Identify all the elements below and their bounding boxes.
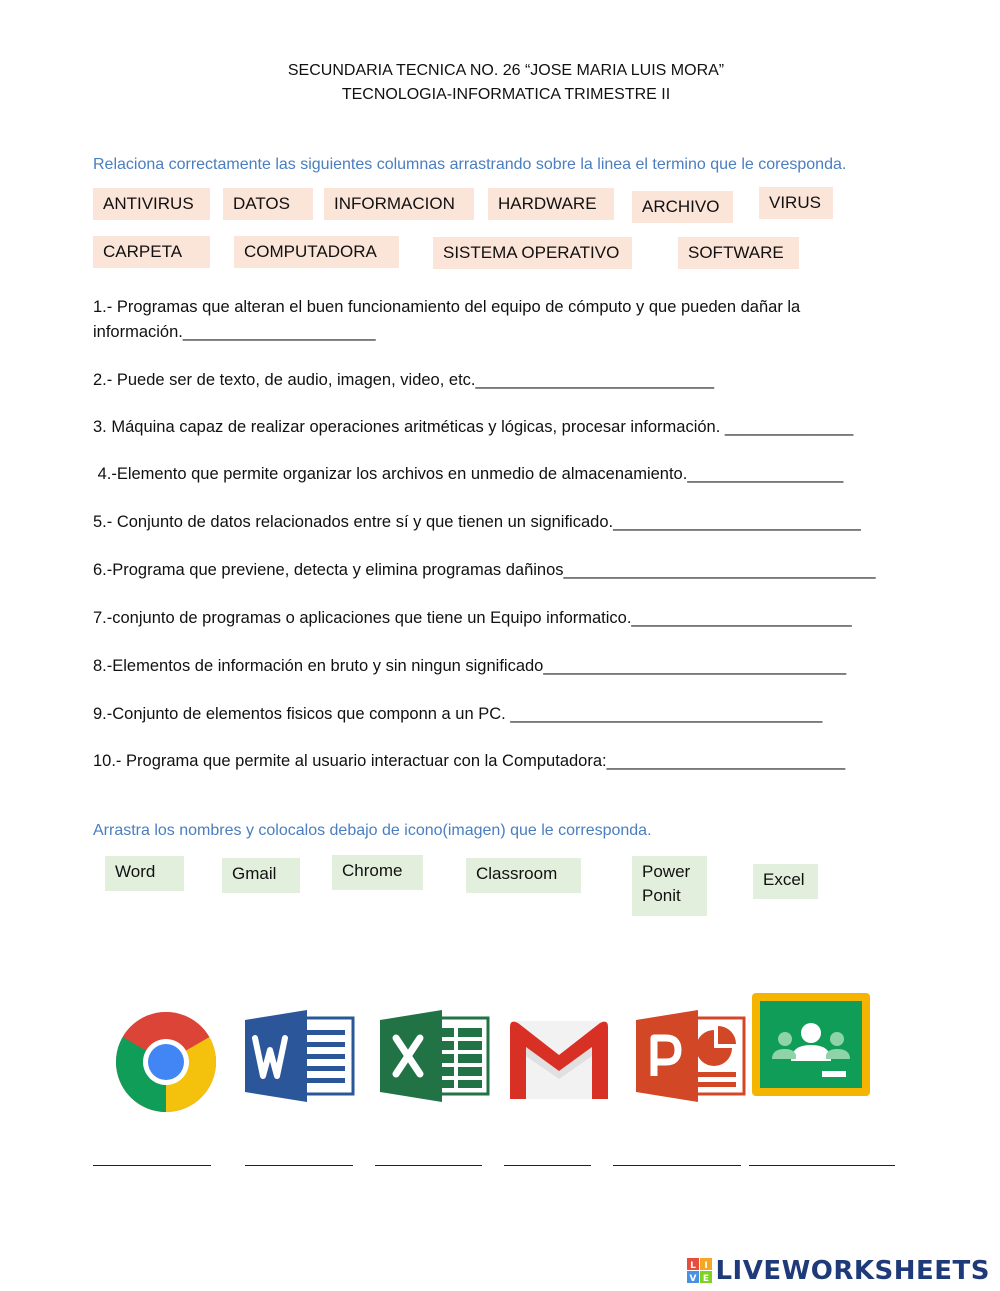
answer-line-1[interactable] bbox=[93, 1147, 211, 1166]
question-10: 10.- Programa que permite al usuario interactuar con la Computadora:__________________________ bbox=[93, 752, 846, 770]
excel-icon bbox=[378, 1010, 490, 1102]
instruction-icons: Arrastra los nombres y colocalos debajo de icono(imagen) que le corresponda. bbox=[93, 822, 652, 839]
answer-line-3[interactable] bbox=[375, 1147, 482, 1166]
liveworksheets-logo bbox=[687, 1255, 990, 1287]
question-1-cont: información._____________________ bbox=[93, 323, 376, 341]
term-virus[interactable]: VIRUS bbox=[759, 187, 833, 219]
instruction-match: Relaciona correctamente las siguientes columnas arrastrando sobre la linea el termino que le coresponda. bbox=[93, 156, 847, 173]
course-title: TECNOLOGIA-INFORMATICA TRIMESTRE II bbox=[341, 86, 671, 103]
svg-text:V: V bbox=[689, 1274, 697, 1284]
term-software[interactable]: SOFTWARE bbox=[678, 237, 799, 269]
question-5: 5.- Conjunto de datos relacionados entre sí y que tienen un significado.___________________________ bbox=[93, 513, 861, 531]
answer-line-4[interactable] bbox=[504, 1147, 591, 1166]
question-3: 3. Máquina capaz de realizar operaciones aritméticas y lógicas, procesar información. ______________ bbox=[93, 418, 854, 436]
term-datos[interactable]: DATOS bbox=[223, 188, 313, 220]
term-carpeta[interactable]: CARPETA bbox=[93, 236, 210, 268]
word-icon bbox=[243, 1010, 355, 1102]
svg-text:E: E bbox=[703, 1274, 710, 1284]
term-hardware[interactable]: HARDWARE bbox=[488, 188, 614, 220]
name-powerpoint[interactable]: Power Ponit bbox=[632, 856, 707, 916]
school-name: SECUNDARIA TECNICA NO. 26 “JOSE MARIA LUIS MORA” bbox=[287, 62, 725, 79]
name-word[interactable]: Word bbox=[105, 856, 184, 891]
svg-text:L: L bbox=[690, 1261, 697, 1271]
question-9: 9.-Conjunto de elementos fisicos que componn a un PC. __________________________________ bbox=[93, 705, 823, 723]
name-classroom[interactable]: Classroom bbox=[466, 858, 581, 893]
powerpoint-icon bbox=[634, 1010, 746, 1102]
answer-line-2[interactable] bbox=[245, 1147, 353, 1166]
name-chrome[interactable]: Chrome bbox=[332, 855, 423, 890]
live-badge-icon bbox=[687, 1258, 713, 1284]
question-7: 7.-conjunto de programas o aplicaciones que tiene un Equipo informatico.________________________ bbox=[93, 609, 852, 627]
name-excel[interactable]: Excel bbox=[753, 864, 818, 899]
answer-line-6[interactable] bbox=[749, 1147, 895, 1166]
question-6: 6.-Programa que previene, detecta y elimina programas dañinos__________________________________ bbox=[93, 561, 876, 579]
term-sistema-operativo[interactable]: SISTEMA OPERATIVO bbox=[433, 237, 632, 269]
term-informacion[interactable]: INFORMACION bbox=[324, 188, 474, 220]
term-computadora[interactable]: COMPUTADORA bbox=[234, 236, 399, 268]
question-4: 4.-Elemento que permite organizar los archivos en unmedio de almacenamiento._________________ bbox=[93, 465, 844, 483]
gmail-icon bbox=[508, 1019, 610, 1101]
name-gmail[interactable]: Gmail bbox=[222, 858, 300, 893]
chrome-icon bbox=[114, 1010, 218, 1114]
question-8: 8.-Elementos de información en bruto y sin ningun significado_________________________________ bbox=[93, 657, 847, 675]
svg-text:I: I bbox=[704, 1261, 709, 1271]
classroom-icon bbox=[752, 993, 870, 1096]
term-archivo[interactable]: ARCHIVO bbox=[632, 191, 733, 223]
question-2: 2.- Puede ser de texto, de audio, imagen, video, etc.__________________________ bbox=[93, 371, 715, 389]
question-1: 1.- Programas que alteran el buen funcionamiento del equipo de cómputo y que pueden dañar la bbox=[93, 298, 801, 316]
answer-line-5[interactable] bbox=[613, 1147, 741, 1166]
term-antivirus[interactable]: ANTIVIRUS bbox=[93, 188, 210, 220]
brand-name: LIVEWORKSHEETS bbox=[715, 1256, 990, 1286]
